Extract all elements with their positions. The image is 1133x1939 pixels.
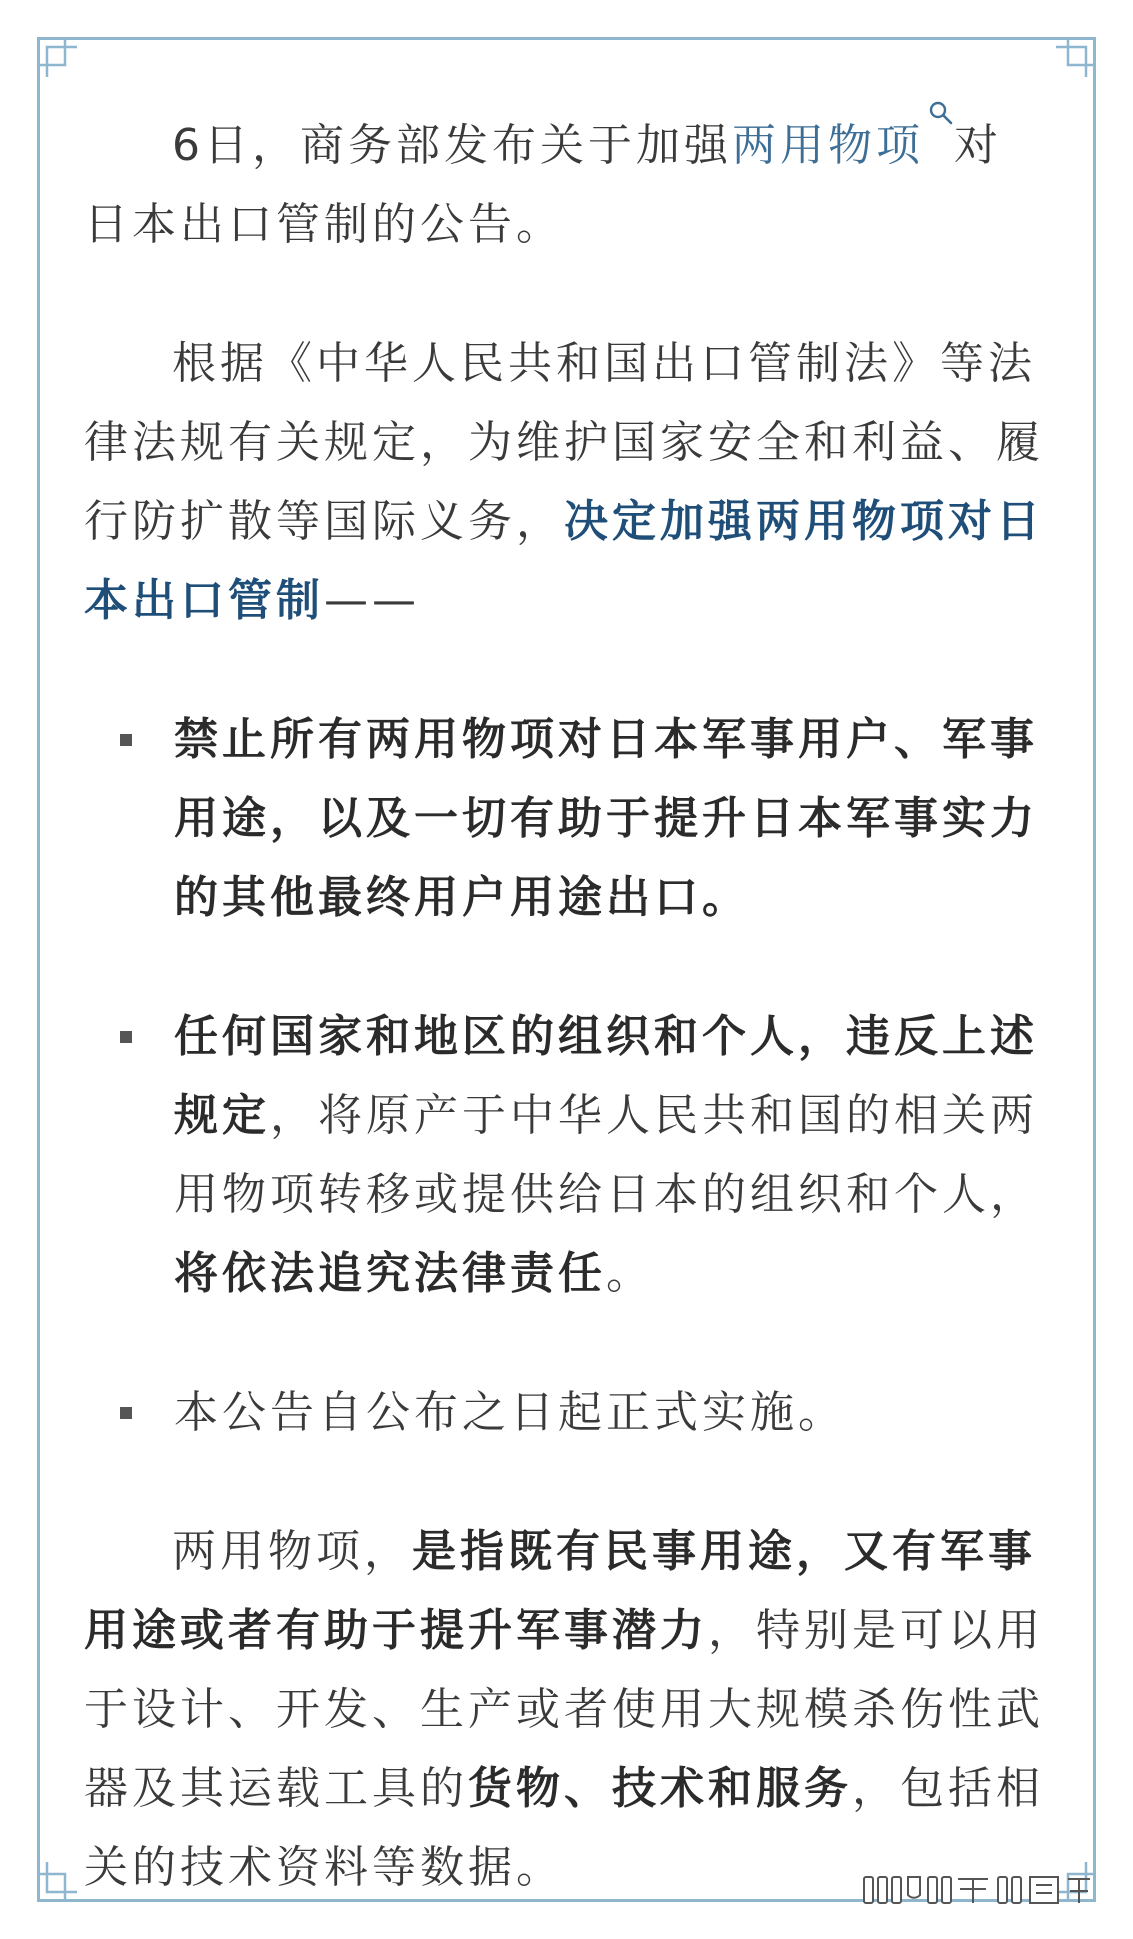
list-item [84, 700, 1048, 937]
dash: —— [324, 575, 420, 626]
list-item [84, 1373, 1048, 1452]
definition-end: ，包括相关的技术资料等数据。 [84, 1763, 1044, 1893]
paragraph-definition [84, 1512, 1048, 1907]
bullet-marker [120, 1407, 132, 1419]
corner-ornament-top-right [1056, 37, 1096, 77]
definition-middle: ，特别是可以用于设计、开发、生产或者使用大规模杀伤性武器及其运载工具的 [84, 1605, 1044, 1814]
corner-ornament-top-left [37, 37, 77, 77]
paragraph-legal-basis [84, 324, 1048, 640]
definition-bold-2: 货物、技术和服务 [468, 1763, 852, 1814]
measure-2-period: 。 [606, 1248, 654, 1299]
search-icon[interactable] [928, 100, 954, 126]
intro-text-end: 对日本出口管制的公告。 [84, 120, 1002, 250]
decision-emphasis: 决定加强两用物项对日本出口管制 [84, 496, 1044, 626]
definition-bold-1: 是指既有民事用途，又有军事用途或者有助于提升军事潜力 [84, 1526, 1036, 1656]
bullet-marker [120, 1031, 132, 1043]
watermark-logo [858, 1871, 1098, 1911]
measure-2-bold-end: 将依法追究法律责任 [174, 1248, 606, 1299]
corner-ornament-bottom-left [37, 1862, 77, 1902]
article-body [84, 100, 1048, 1907]
measure-1-text: 禁止所有两用物项对日本军事用户、军事用途，以及一切有助于提升日本军事实力的其他最终用户用途出口。 [174, 714, 1038, 923]
measure-2-bold-start: 任何国家和地区的组织和个人，违反上述规定 [174, 1011, 1038, 1141]
dual-use-items-link[interactable]: 两用物项 [732, 120, 924, 171]
list-item [84, 997, 1048, 1313]
measures-list [84, 700, 1048, 1452]
intro-text-start: 6日，商务部发布关于加强 [172, 120, 732, 171]
measure-3-text: 本公告自公布之日起正式实施。 [174, 1387, 846, 1438]
paragraph-intro [84, 100, 1048, 264]
legal-basis-text: 根据《中华人民共和国出口管制法》等法律法规有关规定，为维护国家安全和利益、履行防扩散等国际义务， [84, 338, 1044, 547]
definition-start: 两用物项， [172, 1526, 412, 1577]
measure-2-text: ，将原产于中华人民共和国的相关两用物项转移或提供给日本的组织和个人， [174, 1090, 1038, 1220]
bullet-marker [120, 734, 132, 746]
